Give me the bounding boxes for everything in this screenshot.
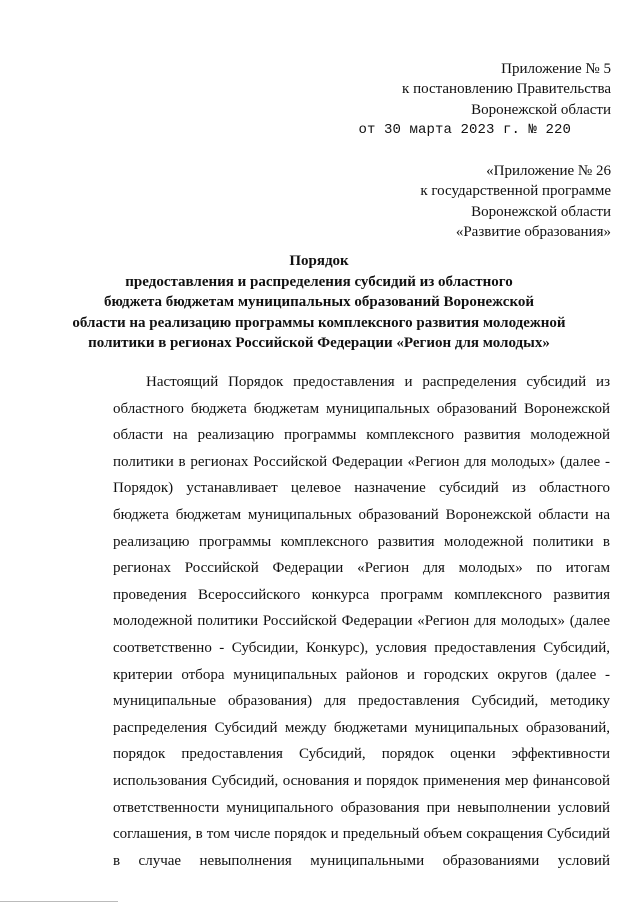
body-line: областного бюджета бюджетам муниципальных образований Воронежской [113, 400, 610, 417]
appendix-5-ref: к постановлению Правительства [402, 81, 611, 98]
title-line: области на реализацию программы комплексного развития молодежной [72, 314, 566, 331]
appendix-26-region: Воронежской области [471, 203, 611, 220]
body-line: молодежной политики Российской Федерации «Регион для молодых» (далее [113, 613, 610, 630]
title-line: бюджета бюджетам муниципальных образований Воронежской [103, 294, 535, 310]
body-line: области на реализацию программы комплексного развития молодежной [113, 427, 610, 444]
title-line: предоставления и распределения субсидий из областного [125, 273, 513, 290]
body-line: Порядок) устанавливает целевое назначение субсидий из областного [113, 480, 610, 497]
footnote-divider [0, 901, 118, 902]
title-line: политики в регионах Российской Федерации «Регион для молодых» [88, 335, 550, 351]
body-paragraph [113, 369, 610, 874]
body-line: регионах Российской Федерации «Регион для молодых» по итогам [113, 560, 610, 577]
body-line: бюджета бюджетам муниципальных образований Воронежской области на [113, 506, 610, 523]
appendix-5-header [358, 59, 611, 140]
body-line: в случае невыполнения муниципальными образованиями условий [113, 852, 610, 869]
body-line: использования Субсидий, основания и порядок применения мер финансовой [113, 772, 610, 789]
title-line: Порядок [289, 253, 349, 269]
appendix-26-title: «Приложение № 26 [486, 163, 611, 179]
appendix-26-program: «Развитие образования» [455, 223, 611, 240]
body-line: реализацию программы комплексного развития молодежной политики в [113, 533, 610, 550]
body-line: Настоящий Порядок предоставления и распределения субсидий из [146, 374, 610, 390]
body-line: политики в регионах Российской Федерации «Регион для молодых» (далее - [113, 453, 610, 470]
appendix-26-header [420, 161, 611, 242]
body-line: муниципальные образования) для предоставления Субсидий, методику [113, 693, 610, 710]
body-line: распределения Субсидий между бюджетами муниципальных образований, [113, 719, 610, 736]
document-title [40, 251, 598, 354]
body-line: порядок предоставления Субсидий, порядок оценки эффективности [113, 746, 610, 763]
body-line: соответственно - Субсидии, Конкурс), условия предоставления Субсидий, [113, 639, 610, 656]
body-line: ответственности муниципального образования при невыполнении условий [113, 799, 610, 816]
appendix-26-ref: к государственной программе [420, 183, 611, 200]
body-line: проведения Всероссийского конкурса программ комплексного развития [113, 586, 610, 603]
body-line: соглашения, в том числе порядок и предельный объем сокращения Субсидий [113, 826, 610, 843]
appendix-5-region: Воронежской области [471, 101, 611, 118]
appendix-5-title: Приложение № 5 [501, 61, 611, 77]
appendix-5-date-number: от 30 марта 2023 г. № 220 [358, 121, 571, 138]
body-line: критерии отбора муниципальных районов и городских округов (далее - [113, 666, 610, 683]
